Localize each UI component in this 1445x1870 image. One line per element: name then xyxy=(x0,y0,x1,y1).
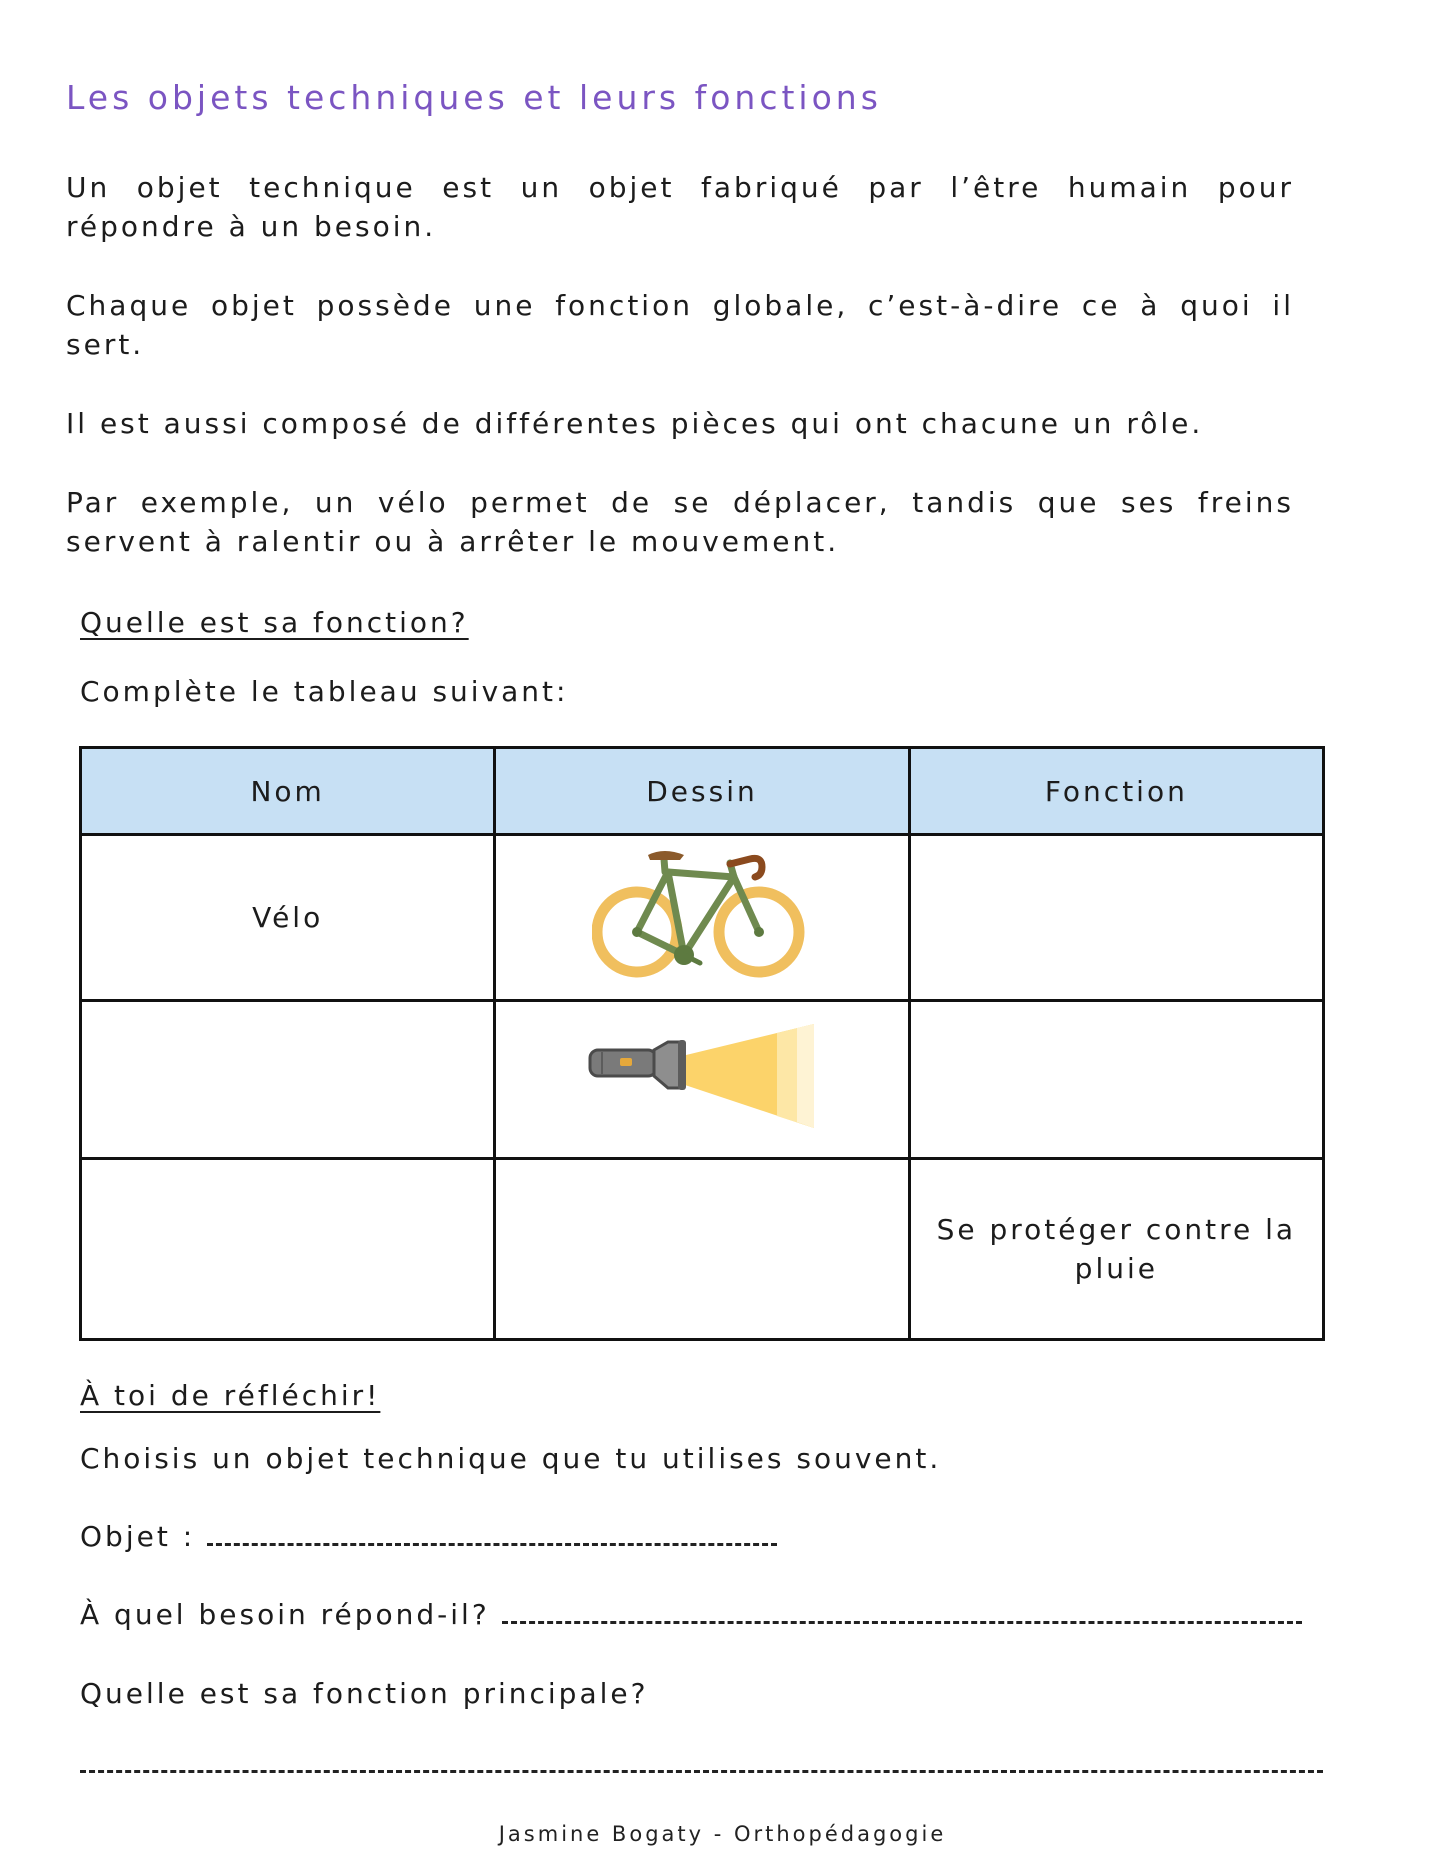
page-title: Les objets techniques et leurs fonctions xyxy=(66,78,882,117)
paragraph-parts: Il est aussi composé de différentes pièces qui ont chacune un rôle. xyxy=(66,407,1204,440)
cell-fonction-velo[interactable] xyxy=(909,835,1323,1001)
question-objet-label: Objet : xyxy=(80,1520,196,1553)
header-fonction: Fonction xyxy=(909,748,1323,835)
cell-nom-parapluie[interactable] xyxy=(81,1159,495,1340)
cell-dessin-parapluie[interactable] xyxy=(495,1159,909,1340)
table-row xyxy=(81,1001,1324,1159)
cell-nom-velo[interactable]: Vélo xyxy=(81,835,495,1001)
section-heading-function: Quelle est sa fonction? xyxy=(80,606,469,639)
flashlight-icon xyxy=(582,1016,822,1136)
table-header-row xyxy=(81,748,1324,835)
cell-dessin-velo xyxy=(495,835,909,1001)
answer-fonction-field[interactable] xyxy=(80,1770,1323,1773)
table-instruction: Complète le tableau suivant: xyxy=(80,675,569,708)
header-dessin: Dessin xyxy=(495,748,909,835)
question-objet xyxy=(80,1520,777,1553)
cell-fonction-parapluie: Se protéger contre la pluie xyxy=(909,1159,1323,1340)
table-row xyxy=(81,1159,1324,1340)
paragraph-example: Par exemple, un vélo permet de se déplacer, tandis que ses freins servent à ralentir ou à arrêter le mouvement. xyxy=(66,486,1294,558)
table-row xyxy=(81,835,1324,1001)
paragraph-definition: Un objet technique est un objet fabriqué par l’être humain pour répondre à un besoin. xyxy=(66,171,1294,243)
bicycle-icon xyxy=(592,847,812,982)
function-table xyxy=(79,746,1325,1341)
cell-fonction-lampe[interactable] xyxy=(909,1001,1323,1159)
section-heading-reflect: À toi de réfléchir! xyxy=(80,1379,381,1412)
cell-dessin-lampe xyxy=(495,1001,909,1159)
question-fonction: Quelle est sa fonction principale? xyxy=(80,1677,649,1710)
cell-nom-lampe[interactable] xyxy=(81,1001,495,1159)
header-nom: Nom xyxy=(81,748,495,835)
reflect-instruction: Choisis un objet technique que tu utilises souvent. xyxy=(80,1442,942,1475)
question-besoin xyxy=(80,1598,1302,1631)
question-besoin-label: À quel besoin répond-il? xyxy=(80,1598,490,1631)
footer-credit: Jasmine Bogaty - Orthopédagogie xyxy=(498,1822,947,1846)
answer-besoin-field[interactable] xyxy=(502,1601,1302,1624)
answer-objet-field[interactable] xyxy=(207,1523,777,1546)
paragraph-global-function: Chaque objet possède une fonction globale, c’est-à-dire ce à quoi il sert. xyxy=(66,289,1294,361)
